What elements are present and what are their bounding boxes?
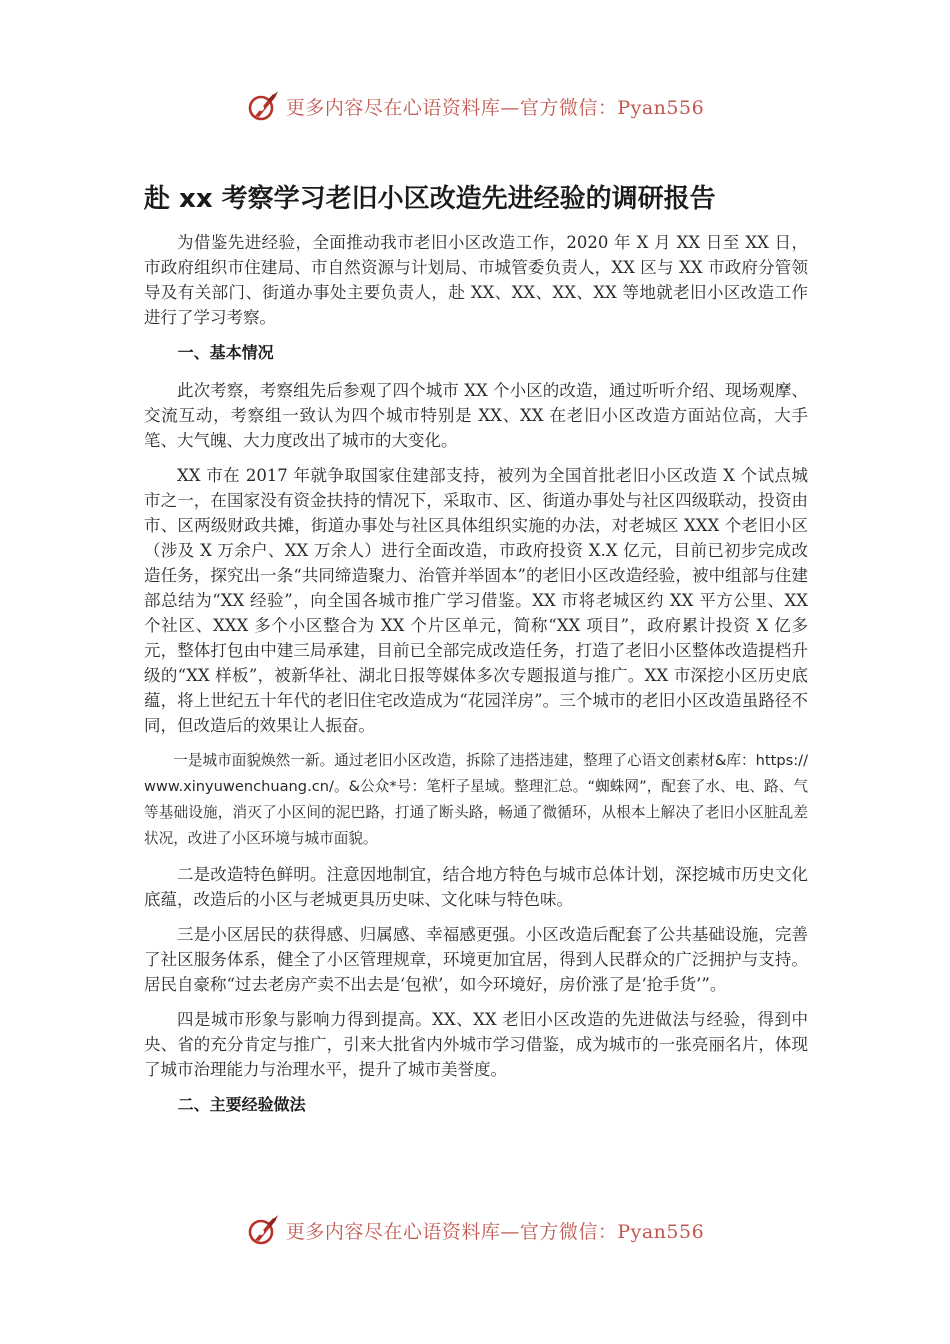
document-title: 赴 xx 考察学习老旧小区改造先进经验的调研报告 [144, 184, 716, 214]
banner-main-text: 更多内容尽在心语资料库 [285, 96, 501, 119]
section-heading-basic-situation: 一、基本情况 [177, 343, 274, 362]
banner-contact-text: 官方微信：Pyan556 [519, 96, 705, 119]
section-heading-main-experience: 二、主要经验做法 [177, 1095, 306, 1114]
quill-pen-logo-icon [246, 1213, 280, 1247]
paragraph-point-three: 三是小区居民的获得感、归属感、幸福感更强。小区改造后配套了公共基础设施，完善了社区服务体系，健全了小区管理规章，环境更加宜居，得到人民群众的广泛拥护与支持。居民自豪称“过去老房产卖不出去是‘包袱’，如今环境好，房价涨了是‘抢手货’”。 [144, 925, 808, 994]
banner-separator: — [500, 96, 520, 119]
paragraph-point-two: 二是改造特色鲜明。注意因地制宜，结合地方特色与城市总体计划，深挖城市历史文化底蕴，改造后的小区与老城更具历史味、文化味与特色味。 [144, 865, 808, 909]
quill-pen-logo-icon [246, 89, 280, 123]
banner-separator: — [500, 1220, 520, 1243]
paragraph-inspection-overview: 此次考察，考察组先后参观了四个城市 XX 个小区的改造，通过听听介绍、现场观摩、交流互动，考察组一致认为四个城市特别是 XX、XX 在老旧小区改造方面站位高，大手笔、大气魄、大力度改出了城市的大变化。 [144, 381, 808, 450]
document-body [144, 230, 808, 1130]
footer-banner [0, 1208, 950, 1252]
header-banner [0, 84, 950, 128]
intro-paragraph: 为借鉴先进经验，全面推动我市老旧小区改造工作，2020 年 X 月 XX 日至 XX 日，市政府组织市住建局、市自然资源与计划局、市城管委负责人，XX 区与 XX 市政府分管领导及有关部门、街道办事处主要负责人，赴 XX、XX、XX、XX 等地就老旧小区改造工作进行了学习考察。 [144, 233, 808, 327]
banner-contact-text: 官方微信：Pyan556 [519, 1220, 705, 1243]
banner-main-text: 更多内容尽在心语资料库 [285, 1220, 501, 1243]
banner-text [286, 93, 704, 120]
paragraph-point-four: 四是城市形象与影响力得到提高。XX、XX 老旧小区改造的先进做法与经验，得到中央、省的充分肯定与推广，引来大批省内外城市学习借鉴，成为城市的一张亮丽名片，体现了城市治理能力与治理水平，提升了城市美誉度。 [144, 1010, 808, 1079]
paragraph-city-details: XX 市在 2017 年就争取国家住建部支持，被列为全国首批老旧小区改造 X 个试点城市之一，在国家没有资金扶持的情况下，采取市、区、街道办事处与社区四级联动，投资由市、区两级财政共摊，街道办事处与社区具体组织实施的办法，对老城区 XXX 个老旧小区（涉及 X 万余户、XX 万余人）进行全面改造，市政府投资 X.X 亿元，目前已初步完成改造任务，探究出一条“共同缔造聚力、治管并举固本”的老旧小区改造经验，被中组部与住建部总结为“XX 经验”，向全国各城市推广学习借鉴。XX 市将老城区约 XX 平方公里、XX 个社区、XXX 多个小区整合为 XX 个片区单元，简称“XX 项目”，政府累计投资 X 亿多元，整体打包由中建三局承建，目前已全部完成改造任务，打造了老旧小区整体改造提档升级的“XX 样板”，被新华社、湖北日报等媒体多次专题报道与推广。XX 市深挖小区历史底蕴，将上世纪五十年代的老旧住宅改造成为“花园洋房”。三个城市的老旧小区改造虽路径不同，但改造后的效果让人振奋。 [144, 466, 809, 735]
banner-text [286, 1217, 704, 1244]
paragraph-point-one: 一是城市面貌焕然一新。通过老旧小区改造，拆除了违搭违建，整理了心语文创素材&库：https://www.xinyuwenchuang.cn/。&公众*号：笔杆子星域。整理汇总。“蜘蛛网”，配套了水、电、路、气等基础设施，消灭了小区间的泥巴路，打通了断头路，畅通了微循环，从根本上解决了老旧小区脏乱差状况，改进了小区环境与城市面貌。 [144, 752, 808, 847]
